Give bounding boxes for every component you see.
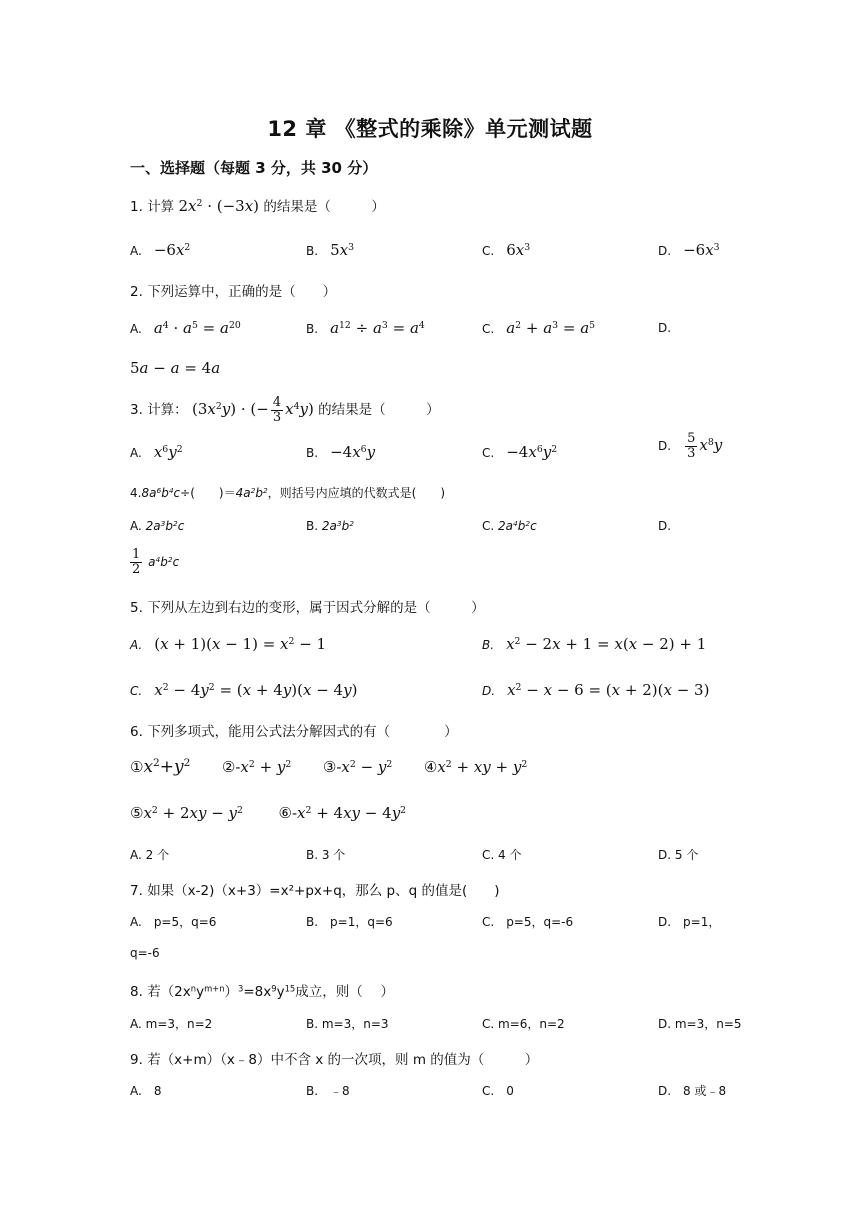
- option-a: A. $-6x^2$: [130, 241, 191, 259]
- option-c: C. $x^2 - 4y^2 = (x + 4y)(x - 4y)$: [130, 681, 358, 699]
- option-d: D. 5 个: [658, 848, 699, 862]
- question-3: 3. 计算： $(3x^2y)$ · (− $\frac{4}{3}$ $x^4y$) 的结果是（ ）: [130, 395, 440, 425]
- page-title: 12 章 《整式的乘除》单元测试题: [267, 117, 593, 141]
- question-2: 2. 下列运算中，正确的是（ ）: [130, 284, 337, 300]
- option-a: A. $(x + 1)(x - 1) = x^2 - 1$: [130, 635, 327, 653]
- option-d: D. $\frac{5}{3}$ $x^8y$: [658, 431, 723, 461]
- option-c: C. 0: [482, 1084, 514, 1098]
- option-b: B. 3 个: [306, 848, 346, 862]
- question-text: 计算: [147, 199, 175, 215]
- option-c: C. $-4x^6y^2$: [482, 443, 558, 461]
- option-a: A. 8: [130, 1084, 162, 1098]
- option-b: B. $a^{12} \div a^3 = a^4$: [306, 319, 425, 337]
- question-8: 8. 若$(2x^ny^{m+n})^3=8x^9y^{15}$成立，则（ ）: [130, 983, 395, 1000]
- math-expression: $2x^2 \cdot (-3x)$: [178, 197, 260, 215]
- option-c: C. 4 个: [482, 848, 522, 862]
- option-a: A. m=3，n=2: [130, 1017, 213, 1031]
- question-6: 6. 下列多项式，能用公式法分解因式的有（ ）: [130, 724, 458, 740]
- option-c: C. m=6，n=2: [482, 1017, 565, 1031]
- polynomial-list-row1: $①x^2+y^2$ $②-x^2 + y^2$ $③-x^2 - y^2$ $④x^2$ + xy + $y^2$: [130, 757, 528, 777]
- question-9: 9. 若（x+m）（x﹣8）中不含 x 的一次项，则 m 的值为（ ）: [130, 1052, 539, 1068]
- question-text: 的结果是（ ）: [263, 199, 385, 215]
- section-heading: 一、选择题（每题 3 分，共 30 分）: [130, 159, 378, 177]
- option-a: A. $x^6y^2$: [130, 443, 183, 461]
- option-b: B. $x^2 - 2x + 1 = x(x - 2) + 1$: [482, 635, 707, 653]
- option-b: B. p=1，q=6: [306, 915, 393, 929]
- option-d: D. m=3，n=5: [658, 1017, 742, 1031]
- option-b: B. ﹣8: [306, 1084, 350, 1098]
- polynomial-list-row2: $⑤x^2 + 2xy - y^2$ $⑥-x^2 + 4xy - 4y^2$: [130, 804, 407, 822]
- question-number: 1.: [130, 199, 143, 215]
- question-4: $4.8a^6b^4c\div$( )$=4a^2b^2$，则括号内应填的代数式是( ): [130, 485, 446, 500]
- option-c: C. $6x^3$: [482, 241, 531, 259]
- option-a: A. $2a^3b^2c$: [130, 518, 185, 533]
- option-d: D. $-6x^3$: [658, 241, 720, 259]
- option-d: D.: [658, 519, 672, 533]
- option-c: C. $2a^4b^2c$: [482, 518, 537, 533]
- option-d: D.: [658, 321, 672, 335]
- option-d-continued: q=-6: [130, 946, 160, 960]
- option-a: A. p=5，q=6: [130, 915, 217, 929]
- option-c: C. $a^2 + a^3 = a^5$: [482, 319, 596, 337]
- option-c: C. p=5，q=-6: [482, 915, 574, 929]
- option-b: B. $2a^3b^2$: [306, 518, 354, 533]
- question-7: 7. 如果（x-2)（x+3）=x²+px+q，那么 p、q 的值是( ): [130, 883, 500, 899]
- question-1: [130, 195, 385, 215]
- option-d: D. 8 或﹣8: [658, 1084, 727, 1098]
- option-d-expression: $\frac{1}{2}$ $a^4b^2c$: [132, 547, 180, 577]
- question-5: 5. 下列从左边到右边的变形，属于因式分解的是（ ）: [130, 600, 485, 616]
- option-b: B. $-4x^6y$: [306, 443, 376, 461]
- option-a: A. $a^4 \cdot a^5 = a^{20}$: [130, 319, 241, 337]
- option-d: D. $x^2 - x - 6 = (x + 2)(x - 3)$: [482, 681, 710, 699]
- math-expression: $(3x^2y)$ · (− $\frac{4}{3}$ $x^4y$): [191, 395, 314, 425]
- option-d-expression: 5a − a = 4a: [130, 359, 221, 377]
- option-b: B. m=3，n=3: [306, 1017, 389, 1031]
- option-b: B. $5x^3$: [306, 241, 354, 259]
- option-d: D. p=1，: [658, 915, 721, 929]
- option-a: A. 2 个: [130, 848, 170, 862]
